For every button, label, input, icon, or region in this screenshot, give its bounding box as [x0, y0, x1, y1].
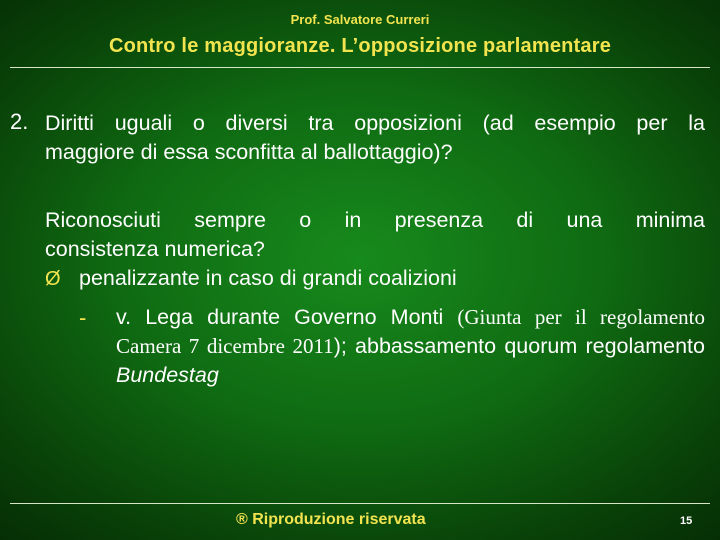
- slide-title: Contro le maggioranze. L’opposizione parlamentare: [108, 35, 612, 57]
- sub-text-bundestag: Bundestag: [116, 363, 219, 387]
- copyright-notice: ® Riproduzione riservata: [236, 511, 426, 528]
- sub-text-reference: (Giunta per il regolamento Camera 7 dicembre 2011: [116, 305, 706, 358]
- question-line-2: maggiore di essa sconfitta al ballottaggio)?: [45, 140, 453, 164]
- sub-text-part-1: v. Lega durante Governo Monti: [116, 305, 444, 329]
- question-paragraph: [45, 109, 705, 167]
- bullet-item: [45, 264, 705, 294]
- arrow-bullet-icon: Ø: [45, 268, 61, 290]
- dash-bullet-icon: -: [79, 305, 87, 330]
- author-name: Prof. Salvatore Curreri: [290, 12, 430, 27]
- page-number: 15: [680, 515, 693, 527]
- question-line-1: Diritti uguali o diversi tra opposizioni (ad esempio per la: [45, 111, 705, 135]
- recognition-paragraph: [45, 206, 705, 264]
- sub-text-part-3: ); abbassamento quorum regolamento: [333, 334, 705, 358]
- footer-divider: [10, 503, 710, 504]
- item-number: 2.: [10, 109, 29, 134]
- bullet-text: penalizzante in caso di grandi coalizioni: [79, 266, 457, 290]
- header-divider: [10, 67, 710, 68]
- recognition-line-2: consistenza numerica?: [45, 237, 265, 261]
- sub-bullet-text: [116, 303, 705, 390]
- recognition-line-1: Riconosciuti sempre o in presenza di una minima: [45, 208, 705, 232]
